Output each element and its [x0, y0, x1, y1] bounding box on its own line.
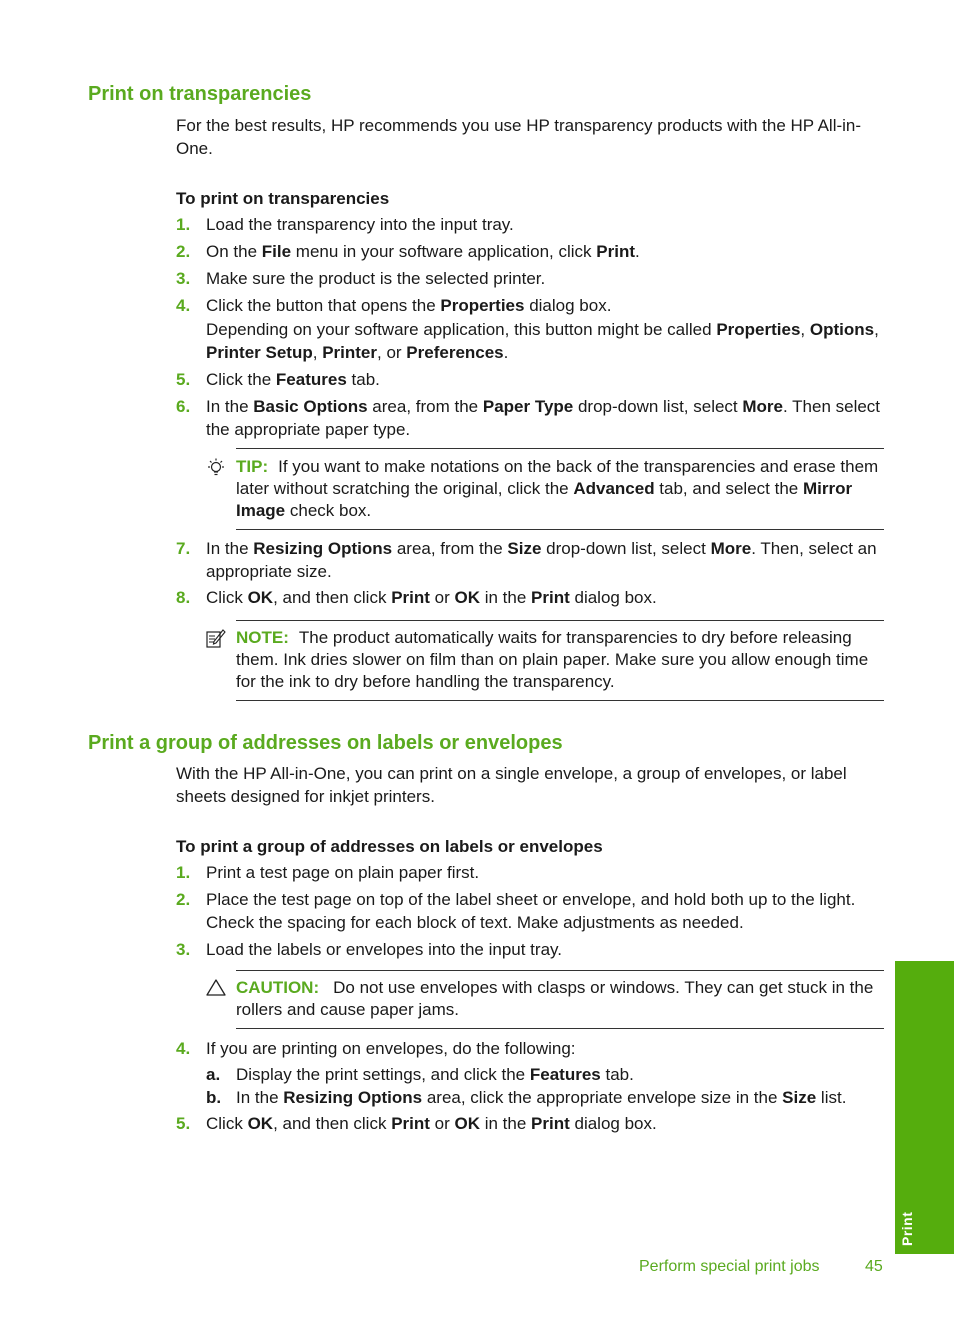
step-text: Click the button that opens the Properties dialog box. — [206, 296, 612, 315]
step-number: 4. — [176, 1039, 191, 1058]
caution-label: CAUTION: — [236, 978, 320, 997]
note-box — [236, 620, 884, 701]
step-text: Make sure the product is the selected printer. — [206, 269, 546, 288]
substep-letter: b. — [206, 1088, 222, 1107]
steps-list-transparencies-b — [176, 537, 884, 609]
step-text: Click OK, and then click Print or OK in the Print dialog box. — [206, 588, 657, 607]
step-text: Click the Features tab. — [206, 370, 380, 389]
step-item — [176, 395, 884, 441]
steps-list-labels-b — [176, 1037, 884, 1135]
step-item — [176, 861, 884, 884]
step-item — [176, 888, 884, 934]
tip-label: TIP: — [236, 457, 269, 476]
tip-text: If you want to make notations on the back of the transparencies and erase them later without scratching the original, click the Advanced tab, and select the Mirror Image check box. — [236, 457, 879, 520]
step-text: On the File menu in your software application, click Print. — [206, 242, 640, 261]
step-number: 2. — [176, 242, 191, 261]
substeps-list — [206, 1063, 884, 1109]
note-pencil-icon — [206, 629, 226, 649]
step-text: Place the test page on top of the label sheet or envelope, and hold both up to the light. Check the spacing for each block of text. Make adjustments as needed. — [206, 890, 856, 932]
footer-page-number: 45 — [865, 1258, 883, 1275]
step-item — [176, 586, 884, 609]
step-text: Print a test page on plain paper first. — [206, 863, 480, 882]
step-item — [176, 213, 884, 236]
step-item — [176, 368, 884, 391]
step-text: In the Basic Options area, from the Paper Type drop-down list, select More. Then select the appropriate paper type. — [206, 397, 881, 439]
tip-box — [236, 448, 884, 530]
chapter-side-tab — [895, 961, 954, 1254]
caution-box — [236, 970, 884, 1029]
step-number: 1. — [176, 215, 191, 234]
substep-letter: a. — [206, 1065, 221, 1084]
step-item — [176, 1112, 884, 1135]
note-text: The product automatically waits for transparencies to dry before releasing them. Ink dries slower on film than on plain paper. Make sure you allow enough time for the ink to dry before handling the transparency. — [236, 628, 869, 691]
lightbulb-icon — [206, 458, 226, 478]
procedure-heading-transparencies: To print on transparencies — [176, 189, 390, 208]
substep-item — [206, 1063, 884, 1086]
step-number: 5. — [176, 1114, 191, 1133]
substep-item — [206, 1086, 884, 1109]
caution-text: Do not use envelopes with clasps or windows. They can get stuck in the rollers and cause paper jams. — [236, 978, 874, 1019]
procedure-heading-labels-envelopes: To print a group of addresses on labels or envelopes — [176, 837, 603, 856]
step-item — [176, 240, 884, 263]
step-item — [176, 537, 884, 583]
step-item — [176, 1037, 884, 1109]
step-number: 8. — [176, 588, 191, 607]
step-text: If you are printing on envelopes, do the following: — [206, 1039, 576, 1058]
step-number: 7. — [176, 539, 191, 558]
step-number: 6. — [176, 397, 191, 416]
step-text: Load the transparency into the input tray. — [206, 215, 514, 234]
step-number: 2. — [176, 890, 191, 909]
note-label: NOTE: — [236, 628, 289, 647]
caution-triangle-icon — [206, 978, 226, 998]
section-intro-labels-envelopes: With the HP All-in-One, you can print on a single envelope, a group of envelopes, or label sheets designed for inkjet printers. — [176, 764, 847, 806]
footer-chapter-title: Perform special print jobs — [639, 1258, 820, 1275]
steps-list-transparencies-a — [176, 213, 884, 441]
substep-text: Display the print settings, and click the Features tab. — [236, 1065, 634, 1084]
step-number: 1. — [176, 863, 191, 882]
step-number: 5. — [176, 370, 191, 389]
steps-list-labels-a — [176, 861, 884, 961]
step-text: In the Resizing Options area, from the Size drop-down list, select More. Then, select an appropriate size. — [206, 539, 877, 581]
section-intro-transparencies: For the best results, HP recommends you use HP transparency products with the HP All-in-One. — [176, 116, 862, 158]
step-item — [176, 938, 884, 961]
step-detail: Depending on your software application, this button might be called Properties, Options, Printer Setup, Printer, or Preferences. — [206, 320, 879, 362]
section-heading-transparencies: Print on transparencies — [88, 83, 312, 105]
step-number: 4. — [176, 296, 191, 315]
section-heading-labels-envelopes: Print a group of addresses on labels or envelopes — [88, 732, 563, 754]
step-text: Click OK, and then click Print or OK in the Print dialog box. — [206, 1114, 657, 1133]
step-text: Load the labels or envelopes into the input tray. — [206, 940, 562, 959]
step-number: 3. — [176, 940, 191, 959]
step-item — [176, 294, 884, 364]
chapter-side-tab-label: Print — [899, 1211, 915, 1246]
step-item — [176, 267, 884, 290]
substep-text: In the Resizing Options area, click the appropriate envelope size in the Size list. — [236, 1088, 847, 1107]
step-number: 3. — [176, 269, 191, 288]
